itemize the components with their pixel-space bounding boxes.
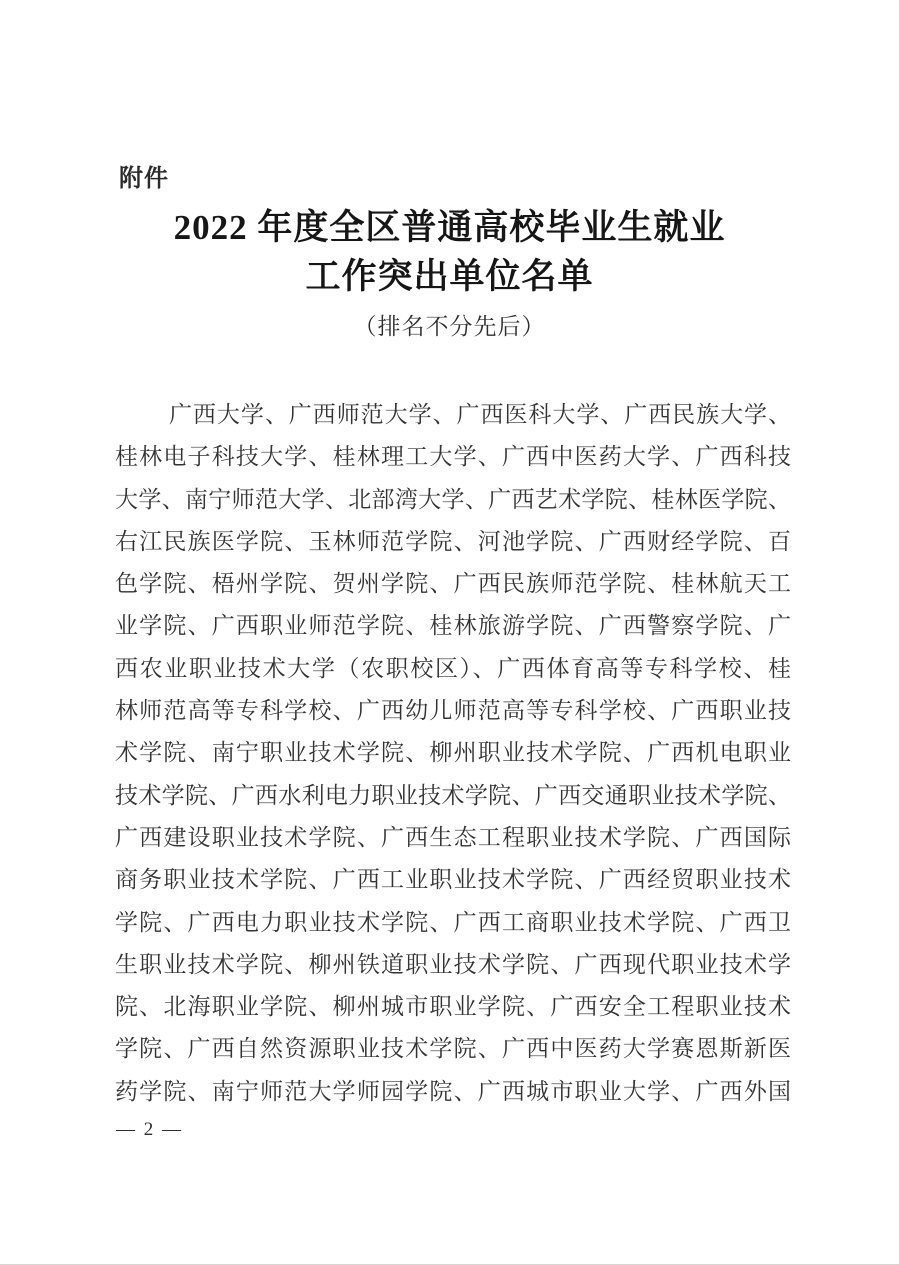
- body-line: 业学院、广西职业师范学院、桂林旅游学院、广西警察学院、广: [115, 613, 791, 639]
- document-title-line-1: 2022 年度全区普通高校毕业生就业: [173, 208, 726, 247]
- body-line: 术学院、南宁职业技术学院、柳州职业技术学院、广西机电职业: [115, 740, 791, 766]
- body-paragraph: [115, 394, 791, 1113]
- attachment-label: 附件: [119, 165, 169, 192]
- body-line: 广西建设职业技术学院、广西生态工程职业技术学院、广西国际: [115, 824, 791, 850]
- body-line: 院、北海职业学院、柳州城市职业学院、广西安全工程职业技术: [115, 994, 791, 1020]
- body-line: 色学院、梧州学院、贺州学院、广西民族师范学院、桂林航天工: [115, 571, 791, 597]
- document-title-line-2: 工作突出单位名单: [305, 257, 594, 296]
- page-number: — 2 —: [116, 1119, 183, 1140]
- body-line: 学院、广西自然资源职业技术学院、广西中医药大学赛恩斯新医: [115, 1036, 791, 1062]
- body-line: 大学、南宁师范大学、北部湾大学、广西艺术学院、桂林医学院、: [115, 486, 791, 512]
- body-line: 学院、广西电力职业技术学院、广西工商职业技术学院、广西卫: [115, 909, 791, 935]
- body-line: 生职业技术学院、柳州铁道职业技术学院、广西现代职业技术学: [115, 951, 791, 977]
- body-line: 药学院、南宁师范大学师园学院、广西城市职业大学、广西外国: [115, 1078, 791, 1104]
- document-title: [0, 203, 899, 301]
- body-line: 西农业职业技术大学（农职校区）、广西体育高等专科学校、桂: [115, 655, 791, 681]
- body-line: 林师范高等专科学校、广西幼儿师范高等专科学校、广西职业技: [115, 698, 791, 724]
- body-line: 广西大学、广西师范大学、广西医科大学、广西民族大学、: [169, 402, 791, 427]
- body-line: 右江民族医学院、玉林师范学院、河池学院、广西财经学院、百: [115, 528, 791, 554]
- body-line: 商务职业技术学院、广西工业职业技术学院、广西经贸职业技术: [115, 867, 791, 893]
- document-subtitle: （排名不分先后）: [353, 314, 546, 339]
- body-line: 桂林电子科技大学、桂林理工大学、广西中医药大学、广西科技: [115, 444, 791, 470]
- body-line: 技术学院、广西水利电力职业技术学院、广西交通职业技术学院、: [115, 782, 791, 808]
